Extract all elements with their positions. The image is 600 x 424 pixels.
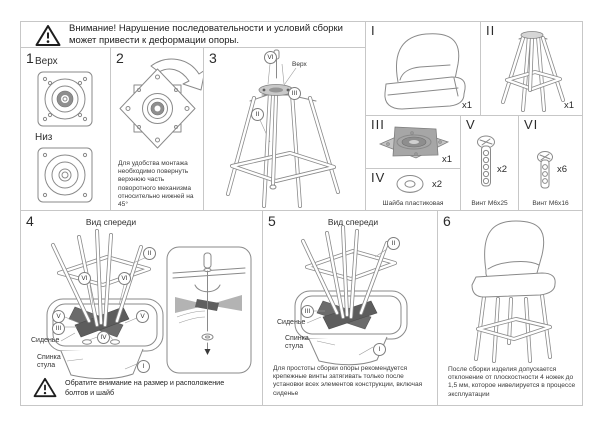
part-v-panel — [460, 115, 519, 211]
step-4-number: 4 — [26, 213, 34, 229]
back-label-2: стула — [285, 343, 304, 350]
label-vi: VI — [264, 51, 277, 64]
part-vi-label: VI — [524, 117, 539, 132]
swivel-rotate-diagram — [111, 50, 205, 158]
step-4-panel — [20, 210, 263, 406]
step-6-text: После сборки изделия допускается отклонение от плоскостности 4 ножек до 1,5 мм, которое нивелируется в процессе эксплуатации — [448, 366, 576, 398]
backrest — [485, 221, 544, 279]
front-view-title: Вид спереди — [85, 217, 137, 227]
part-iv-caption: Шайба пластиковая — [382, 200, 444, 207]
label-iii: III — [52, 322, 65, 335]
step-3-panel — [203, 47, 366, 211]
backrest — [61, 349, 143, 379]
part-iii-label: III — [371, 117, 385, 132]
base-assembly-diagram — [204, 48, 367, 212]
part-i-qty: x1 — [461, 100, 472, 111]
step-6-number: 6 — [443, 213, 451, 229]
label-ii: II — [143, 247, 156, 260]
top-side-label: Верх — [292, 61, 307, 68]
label-iii: III — [288, 87, 301, 100]
part-ii-qty: x1 — [563, 100, 574, 111]
front-view-title: Вид спереди — [327, 217, 379, 227]
part-ii-label: II — [486, 23, 496, 38]
part-iii-qty: x1 — [441, 154, 452, 165]
label-ii: II — [387, 237, 400, 250]
part-ii-panel — [480, 21, 583, 116]
top-side-label: Верх — [35, 56, 58, 67]
label-i: I — [373, 343, 386, 356]
back-label-1: Спинка — [285, 335, 309, 342]
label-iii: III — [301, 305, 314, 318]
screw-m6x16-diagram — [519, 116, 584, 212]
part-vi-panel — [518, 115, 583, 211]
legs — [228, 93, 338, 206]
step-3-number: 3 — [209, 50, 217, 66]
swivel-bottom-view-diagram — [34, 146, 96, 204]
part-v-qty: x2 — [497, 164, 508, 175]
top-warning-panel — [20, 21, 366, 48]
part-iv-label: IV — [371, 170, 386, 185]
seat-label: Сиденье — [31, 337, 60, 344]
screw-m6x25-diagram — [461, 116, 520, 212]
top-warning-text: Внимание! Нарушение последовательности и условий сборки может привести к деформации опоры. — [69, 23, 343, 47]
part-i-panel — [365, 21, 481, 116]
step-6-panel — [437, 210, 583, 406]
part-v-label: V — [466, 117, 476, 132]
seat-label: Сиденье — [277, 319, 306, 326]
part-v-caption: Винт М6х25 — [471, 200, 508, 207]
swivel-top-view-diagram — [34, 70, 96, 128]
label-i: I — [137, 360, 150, 373]
part-iv-qty: x2 — [431, 179, 442, 190]
step-5-panel — [262, 210, 438, 406]
warning-icon — [35, 24, 61, 47]
detail-inset — [167, 247, 251, 373]
label-v: V — [52, 310, 65, 323]
step-2-panel — [110, 47, 204, 211]
back-label-1: Спинка — [37, 354, 61, 361]
part-i-label: I — [371, 23, 376, 38]
bottom-side-label: Низ — [35, 132, 53, 143]
label-vi: VI — [78, 272, 91, 285]
part-iv-panel — [365, 168, 461, 211]
label-vi-2: VI — [118, 272, 131, 285]
back-label-2: стула — [37, 362, 56, 369]
part-vi-caption: Винт М6х16 — [532, 200, 569, 207]
step-5-number: 5 — [268, 213, 276, 229]
step-2-number: 2 — [116, 50, 124, 66]
step-4-warning-text: Обратите внимание на размер и расположение болтов и шайб — [65, 378, 225, 397]
label-v-2: V — [136, 310, 149, 323]
seat — [472, 273, 555, 297]
step-1-number: 1 — [26, 50, 34, 66]
part-iii-panel — [365, 115, 461, 169]
part-vi-qty: x6 — [557, 164, 568, 175]
step-2-text: Для удобства монтажа необходимо повернуть верхнюю часть поворотного механизма относительно нижней на 45° — [118, 160, 194, 209]
label-iv: IV — [97, 331, 110, 344]
step-1-panel — [20, 47, 111, 211]
step-5-text: Для простоты сборки опоры рекомендуется крепежные винты затягивать только после установки всех элементов конструкции, включая сиденье — [273, 365, 423, 397]
warning-icon — [33, 377, 57, 398]
screwdriver-icon — [204, 253, 211, 268]
label-ii: II — [251, 108, 264, 121]
